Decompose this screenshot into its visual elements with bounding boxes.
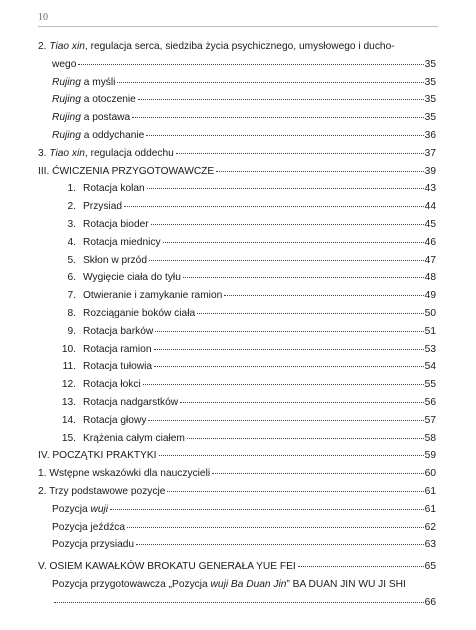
toc-page-number: 55: [424, 379, 436, 391]
toc-entry-text: Pozycja: [52, 503, 91, 515]
toc-exercise-item[interactable]: [38, 287, 436, 305]
toc-page-number: 50: [424, 307, 436, 319]
toc-section-v[interactable]: [38, 558, 436, 576]
leader-dots: [216, 171, 423, 172]
toc-page-number: 61: [424, 503, 436, 515]
toc-entry-text: Skłon w przód: [83, 254, 147, 266]
toc-entry-position-rider[interactable]: [38, 519, 436, 537]
item-number: 7.: [67, 290, 76, 302]
toc-section-label: V. OSIEM KAWAŁKÓW BROKATU GENERAŁA YUE FEI: [38, 561, 296, 573]
item-number: 8.: [67, 307, 76, 319]
toc-page-number: 47: [424, 254, 436, 266]
toc-page-number: 35: [424, 76, 436, 88]
leader-dots: [124, 206, 424, 207]
toc-entry-label: Pozycja przysiadu: [52, 539, 135, 551]
leader-dots: [224, 295, 423, 296]
toc-page-number: 49: [424, 290, 436, 302]
leader-dots: [163, 242, 424, 243]
toc-entry-italic: wuji: [90, 503, 109, 515]
toc-entry-position-wuji[interactable]: [38, 501, 436, 519]
toc-exercise-item[interactable]: [38, 198, 436, 216]
toc-entry-label: [58, 269, 181, 287]
leader-dots: [183, 277, 424, 278]
toc-page-number: 62: [424, 521, 436, 533]
toc-page-number: 37: [424, 147, 436, 159]
toc-page-number: 60: [424, 468, 436, 480]
leader-dots: [143, 384, 424, 385]
leader-dots: [132, 117, 423, 118]
leader-dots: [54, 602, 424, 603]
item-number: 1.: [67, 183, 76, 195]
leader-dots: [154, 349, 424, 350]
toc-page-number: 43: [424, 183, 436, 195]
toc-entry-label: [52, 127, 144, 145]
leader-dots: [78, 64, 423, 65]
toc-entry-rujing-breathing[interactable]: [38, 127, 436, 145]
toc-entry-label: [58, 430, 185, 448]
toc-entry-italic: Tiao xin: [49, 41, 85, 52]
toc-entry-label: 2. Trzy podstawowe pozycje: [38, 485, 166, 497]
leader-dots: [138, 99, 424, 100]
leader-dots: [180, 402, 424, 403]
leader-dots: [117, 82, 423, 83]
toc-entry-text: Rotacja miednicy: [83, 236, 161, 248]
toc-entry-label: [58, 358, 152, 376]
toc-entry-label: [52, 109, 130, 127]
leader-dots: [155, 331, 423, 332]
toc-section-iv[interactable]: [38, 447, 436, 465]
toc-entry-text: Wygięcie ciała do tyłu: [83, 272, 181, 284]
toc-exercise-item[interactable]: [38, 358, 436, 376]
toc-page-number: 39: [424, 165, 436, 177]
toc-page-number: 59: [424, 450, 436, 462]
toc-entry-tiao-xin-breath[interactable]: [38, 145, 436, 163]
toc-page-number: 45: [424, 218, 436, 230]
toc-entry-prefix: 2.: [38, 41, 50, 52]
toc-page-number: 58: [424, 432, 436, 444]
toc-exercise-item[interactable]: [38, 305, 436, 323]
toc-entry-text: , regulacja oddechu: [84, 147, 174, 159]
leader-dots: [149, 260, 424, 261]
toc-entry-text: a otoczenie: [80, 94, 136, 106]
toc-page-number: 36: [424, 129, 436, 141]
toc-exercise-item[interactable]: [38, 252, 436, 270]
toc-page-number: 66: [424, 596, 436, 608]
item-number: 14.: [61, 414, 76, 426]
toc-entry-rujing-posture[interactable]: [38, 109, 436, 127]
leader-dots: [159, 455, 424, 456]
toc-entry-text: Rotacja ramion: [83, 343, 152, 355]
toc-entry-prefix: 3.: [38, 147, 50, 159]
toc-exercise-item[interactable]: [38, 180, 436, 198]
item-number: 2.: [67, 201, 76, 213]
leader-dots: [154, 366, 424, 367]
toc-entry-text: Pozycja przygotowawcza „Pozycja: [52, 578, 211, 590]
toc-entry-label: [58, 252, 147, 270]
toc-page-number: 57: [424, 414, 436, 426]
toc-entry-rujing-thoughts[interactable]: [38, 74, 436, 92]
leader-dots: [151, 224, 424, 225]
leader-dots: [136, 544, 424, 545]
leader-dots: [167, 491, 423, 492]
leader-dots: [110, 509, 424, 510]
toc-entry-label: [58, 394, 178, 412]
toc-entry-tiao-xin-heart-cont[interactable]: [38, 56, 436, 74]
toc-page-number: 48: [424, 272, 436, 284]
toc-section-iii[interactable]: [38, 163, 436, 181]
leader-dots: [187, 438, 424, 439]
header-rule: [38, 26, 438, 27]
toc-page-number: 56: [424, 396, 436, 408]
toc-entry-text: Rotacja nadgarstków: [83, 396, 179, 408]
item-number: 6.: [67, 272, 76, 284]
leader-dots: [127, 527, 424, 528]
toc-entry-rujing-surroundings[interactable]: [38, 91, 436, 109]
toc-entry-text: wego: [52, 58, 77, 70]
item-number: 3.: [67, 218, 76, 230]
toc-entry-label: [58, 287, 222, 305]
toc-entry-label: Pozycja jeźdźca: [52, 521, 126, 533]
toc-entry-text: Rotacja barków: [83, 325, 154, 337]
toc-entry-text: a oddychanie: [80, 129, 145, 141]
toc-entry-text: Rotacja kolan: [83, 183, 145, 195]
toc-entry-text: a myśli: [80, 76, 116, 88]
toc-entry-text: Rotacja bioder: [83, 218, 149, 230]
toc-exercise-item[interactable]: [38, 269, 436, 287]
toc-entry-text: Rotacja tułowia: [83, 361, 153, 373]
toc-page-number: 61: [424, 485, 436, 497]
toc-entry-label: [58, 412, 146, 430]
item-number: 4.: [67, 236, 76, 248]
toc-entry-prep-position-cont[interactable]: [38, 594, 436, 612]
toc-entry-text: , regulacja serca, siedziba życia psychicznego, umysłowego i ducho-: [84, 41, 395, 52]
toc-page-number: 35: [424, 94, 436, 106]
toc-exercise-item[interactable]: [38, 394, 436, 412]
toc-page-number: 44: [424, 201, 436, 213]
toc-entry-three-positions[interactable]: [38, 483, 436, 501]
toc-page-number: 46: [424, 236, 436, 248]
toc-entry-text: Przysiad: [83, 201, 123, 213]
item-number: 13.: [61, 396, 76, 408]
toc-entry-italic: Rujing: [52, 76, 81, 88]
leader-dots: [197, 313, 424, 314]
item-number: 9.: [67, 325, 76, 337]
toc-entry-label: [58, 341, 152, 359]
leader-dots: [176, 153, 424, 154]
toc-entry-text: a postawa: [80, 112, 131, 124]
toc-page-number: 51: [424, 325, 436, 337]
leader-dots: [148, 420, 423, 421]
toc-entry-label: [38, 145, 174, 163]
toc-entry-label: [58, 376, 141, 394]
toc-exercise-item[interactable]: [38, 430, 436, 448]
toc-entry-text: ” BA DUAN JIN WU JI SHI: [286, 578, 406, 590]
toc-exercise-item[interactable]: [38, 216, 436, 234]
toc-entry-teacher-tips[interactable]: [38, 465, 436, 483]
toc-entry-label: [58, 216, 149, 234]
toc-page-number: 54: [424, 361, 436, 373]
item-number: 12.: [61, 379, 76, 391]
leader-dots: [298, 566, 424, 567]
toc-page-number: 63: [424, 539, 436, 551]
leader-dots: [146, 135, 423, 136]
exercise-list: [38, 180, 436, 447]
toc-page-number: 53: [424, 343, 436, 355]
table-of-contents: [38, 38, 436, 612]
item-number: 11.: [62, 361, 76, 373]
toc-entry-label: [52, 501, 108, 519]
toc-entry-italic: Rujing: [52, 129, 81, 141]
toc-entry-prep-position[interactable]: [38, 576, 436, 594]
toc-entry-label: [52, 91, 136, 109]
toc-entry-text: Rozciąganie boków ciała: [83, 307, 196, 319]
toc-page-number: 35: [424, 112, 436, 124]
toc-entry-italic: wuji Ba Duan Jin: [210, 578, 287, 590]
toc-entry-text: Rotacja łokci: [83, 379, 141, 391]
toc-entry-label: [58, 305, 195, 323]
toc-entry-text: Otwieranie i zamykanie ramion: [83, 290, 223, 302]
toc-exercise-item[interactable]: [38, 234, 436, 252]
toc-entry-text: Krążenia całym ciałem: [83, 432, 185, 444]
toc-entry-italic: Rujing: [52, 112, 81, 124]
toc-entry-label: [58, 180, 145, 198]
toc-section-label: IV. POCZĄTKI PRAKTYKI: [38, 450, 157, 462]
toc-exercise-item[interactable]: [38, 341, 436, 359]
toc-entry-label: [58, 198, 122, 216]
item-number: 15.: [61, 432, 76, 444]
toc-exercise-item[interactable]: [38, 412, 436, 430]
leader-dots: [212, 473, 424, 474]
toc-entry-text: Rotacja głowy: [83, 414, 147, 426]
toc-entry-italic: Rujing: [52, 94, 81, 106]
leader-dots: [147, 188, 424, 189]
toc-entry-label: 1. Wstępne wskazówki dla nauczycieli: [38, 468, 211, 480]
item-number: 10.: [61, 343, 76, 355]
toc-page-number: 65: [424, 561, 436, 573]
toc-entry-position-squat[interactable]: [38, 536, 436, 554]
page-number: 10: [38, 12, 48, 23]
toc-entry-label: [52, 74, 115, 92]
toc-exercise-item[interactable]: [38, 376, 436, 394]
toc-exercise-item[interactable]: [38, 323, 436, 341]
toc-entry-label: [58, 234, 161, 252]
toc-section-label: III. ĆWICZENIA PRZYGOTOWAWCZE: [38, 165, 215, 177]
toc-page-number: 35: [424, 58, 436, 70]
toc-entry-italic: Tiao xin: [49, 147, 85, 159]
toc-entry-label: [58, 323, 153, 341]
toc-entry-tiao-xin-heart[interactable]: [38, 38, 436, 56]
item-number: 5.: [67, 254, 76, 266]
